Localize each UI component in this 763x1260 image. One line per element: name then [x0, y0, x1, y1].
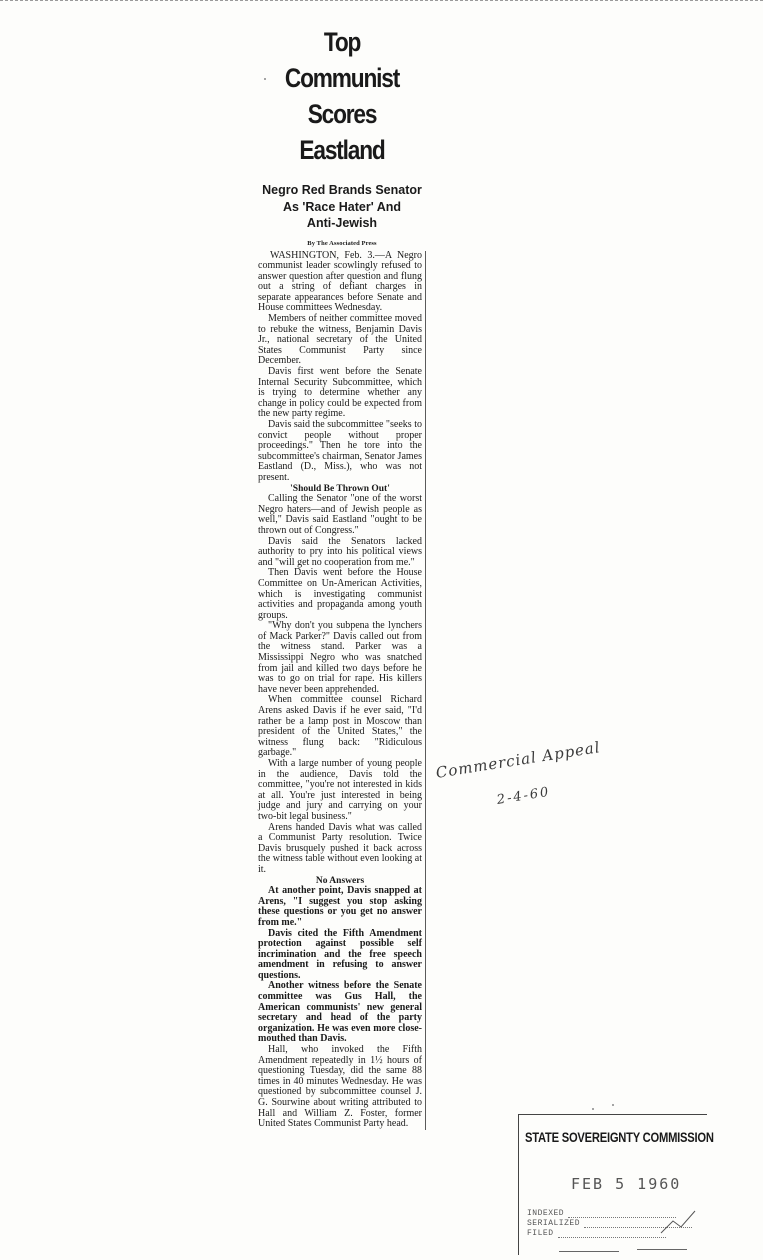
scan-speck [612, 1104, 614, 1106]
stamp-underline [559, 1251, 619, 1252]
stamp-field-label: FILED [527, 1229, 554, 1238]
article-paragraph: With a large number of young people in the audience, Davis told the committee, "you're not interested in kids at all. You're just interested in being judge and jury and carrying on your two-bit legal business." [258, 758, 422, 822]
article-paragraph: Davis cited the Fifth Amendment protection against possible self incrimination and the free speech amendment in refusing to answer questions. [258, 927, 422, 981]
subheadline [258, 182, 426, 232]
article-paragraph: Calling the Senator "one of the worst Negro haters—and of Jewish people as well," Davis said Eastland "ought to be thrown out of Congress." [258, 493, 422, 536]
article-paragraph: At another point, Davis snapped at Arens, "I suggest you stop asking these questions or you get no answer from me." [258, 885, 422, 928]
article-paragraph: WASHINGTON, Feb. 3.—A Negro communist leader scowlingly refused to answer question after question and flung out a string of defiant charges in separate appearances before Senate and House committees Wednesday. [258, 249, 422, 314]
article-body [258, 251, 426, 1130]
headline-line: Scores Eastland [299, 99, 385, 165]
scan-speck [592, 1108, 594, 1110]
stamp-title: STATE SOVEREIGNTY COMMISSION [525, 1129, 714, 1145]
article-paragraph: Davis first went before the Senate Internal Security Subcommittee, which is trying to determine whether any change in policy could be expected from the new party regime. [258, 366, 422, 420]
article-paragraph: Another witness before the Senate committee was Gus Hall, the American communists' new general secretary and head of the party organization. He was even more close-mouthed than Davis. [258, 980, 422, 1045]
article-paragraph: Davis said the Senators lacked authority to pry into his political views and "will get no cooperation from me." [258, 535, 422, 568]
article-paragraph: Arens handed Davis what was called a Communist Party resolution. Twice Davis brusquely pushed it back across the witness table without even looking at it. [258, 821, 422, 875]
article-paragraph: Then Davis went before the House Committee on Un-American Activities, which is investigating communist activities and propaganda among youth groups. [258, 567, 422, 621]
article-paragraph: "Why don't you subpena the lynchers of Mack Parker?" Davis called out from the witness stand. Parker was a Mississippi Negro who was snatched from jail and killed two days before he was to go on trial for rape. His killers have never been apprehended. [258, 620, 422, 695]
scan-speck [264, 78, 266, 80]
stamp-field-label: INDEXED [527, 1209, 565, 1218]
subheadline-line: Negro Red Brands Senator [262, 183, 422, 197]
commission-file-stamp [518, 1114, 714, 1255]
stamp-underline [637, 1249, 687, 1250]
crosshead: No Answers [315, 875, 365, 886]
article-paragraph: Hall, who invoked the Fifth Amendment repeatedly in 1½ hours of questioning Tuesday, did the same 88 times in 40 minutes Wednesday. He was questioned by subcommittee counsel J. G. Sourwine about writing attributed to Hall and William Z. Foster, former United States Communist Party head. [258, 1044, 422, 1130]
stamp-field-label: SERIALIZED [527, 1219, 581, 1228]
article-paragraph: Davis said the subcommittee "seeks to convict people without proper proceedings." Then he tore into the subcommittee's chairman, Senator James Eastland (D., Miss.), who was not present. [258, 419, 422, 483]
subheadline-line: As 'Race Hater' And [282, 199, 402, 214]
article-paragraph: Members of neither committee moved to rebuke the witness, Benjamin Davis Jr., national secretary of the United States Communist Party since December. [258, 313, 422, 367]
crosshead: 'Should Be Thrown Out' [290, 483, 390, 494]
newspaper-clipping [258, 24, 426, 1130]
page-top-border [0, 0, 763, 1]
article-paragraph: When committee counsel Richard Arens asked Davis if he ever said, "I'd rather be a lamp post in Moscow than president of the United States," the witness flung back: "Ridiculous garbage." [258, 694, 422, 759]
subheadline-line: Anti-Jewish [306, 216, 378, 230]
headline [271, 24, 412, 168]
stamp-field-filed [527, 1229, 666, 1238]
handwritten-publication-note: Commercial Appeal [434, 738, 602, 782]
stamp-field-indexed [527, 1209, 676, 1218]
handwritten-initials-mark [659, 1207, 699, 1237]
stamp-date: FEB 5 1960 [571, 1175, 682, 1193]
byline: By The Associated Press [307, 239, 377, 247]
handwritten-date-note: 2-4-60 [495, 784, 552, 808]
headline-line: Top Communist [284, 27, 400, 93]
